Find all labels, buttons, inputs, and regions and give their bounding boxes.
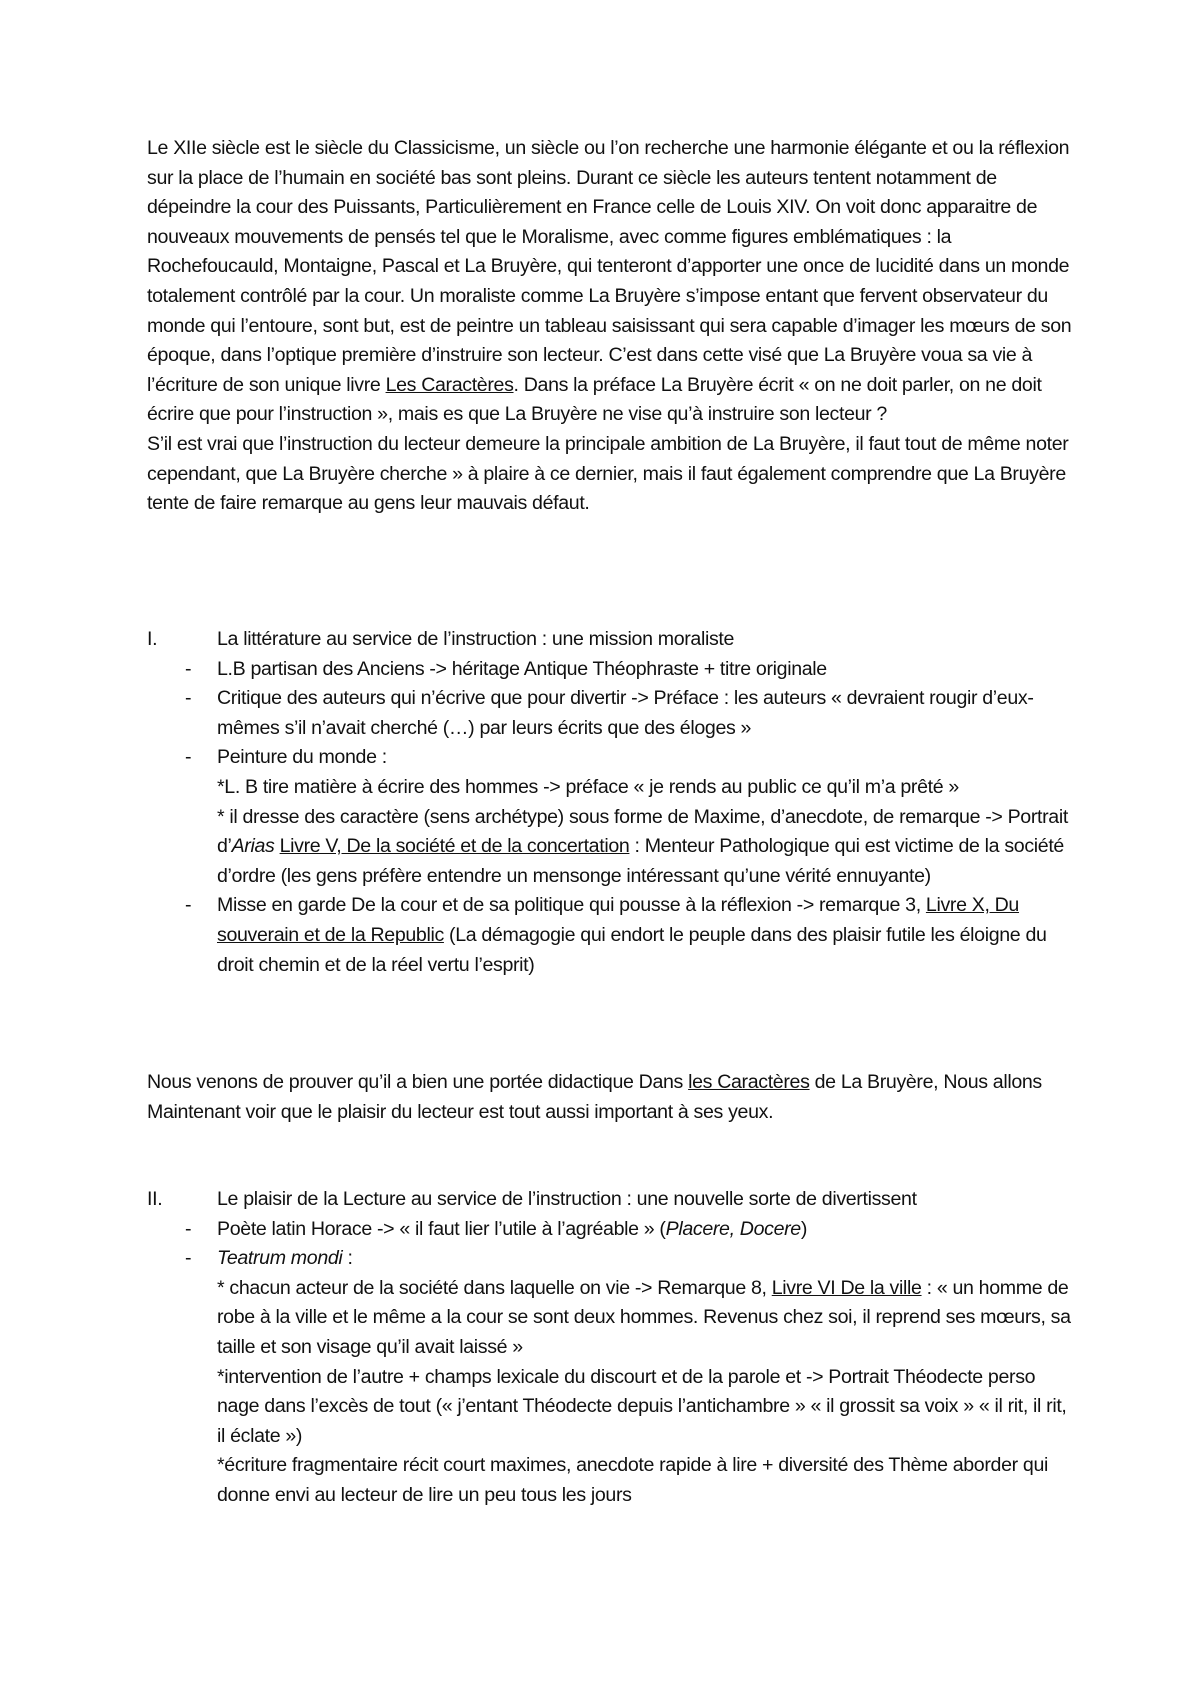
transition-text-b: de La Bruyère, Nous allons Maintenant voir que le plaisir du lecteur est tout aussi important à ses yeux. bbox=[147, 1071, 1042, 1123]
book-reference-underlined: Livre V, De la société et de la concertation bbox=[279, 835, 630, 858]
section-number: II. bbox=[147, 1188, 163, 1210]
intro-text-a: Le XIIe siècle est le siècle du Classicisme, un siècle ou l’on recherche une harmonie élégante et ou la réflexion sur la place de l’humain en société bas sont pleins. Durant ce siècle les auteurs tentent notamment de dépeindre la cour des Puissants, Particulièrement en France celle de Louis XIV. On voit donc apparaitre de nouveaux mouvements de pensés tel que le Moralisme, avec comme figures emblématiques : la Rochefoucauld, Montaigne, Pascal et La Bruyère, qui tenteront d’apporter une once de lucidité dans un monde totalement contrôlé par la cour. Un moraliste comme La Bruyère s’impose entant que fervent observateur du monde qui l’entoure, sont but, est de peintre un tableau saisissant qui sera capable d’imager les mœurs de son époque, dans l’optique première d’instruire son lecteur. C’est dans cette visé que La Bruyère voua sa vie à l’écriture de son unique livre bbox=[147, 137, 1072, 396]
list-item bbox=[147, 891, 1077, 980]
sub-item: *L. B tire matière à écrire des hommes -> préface « je rends au public ce qu’il m’a prêté » bbox=[217, 775, 959, 798]
sub-item-text: : « un homme de robe à la ville et le même a la cour se sont deux hommes. Revenus chez soi, il reprend ses mœurs, sa taille et son visage qu’il avait laissé » bbox=[217, 1276, 1071, 1358]
transition-paragraph bbox=[147, 1068, 1077, 1127]
transition-text bbox=[147, 1068, 1077, 1127]
sub-item: *écriture fragmentaire récit court maximes, anecdote rapide à lire + diversité des Thème aborder qui donne envi au lecteur de lire un peu tous les jours bbox=[217, 1454, 1048, 1506]
list-item-text: (La démagogie qui endort le peuple dans des plaisir futile les éloigne du droit chemin et de la réel vertu l’esprit) bbox=[217, 923, 1047, 976]
section-two bbox=[147, 1185, 1077, 1511]
sub-item-text: * il dresse des caractère (sens archétype) sous forme de Maxime, d’anecdote, de remarque -> Portrait d’ bbox=[217, 805, 1068, 858]
sub-item-text: : Menteur Pathologique qui est victime de la société d’ordre (les gens préfère entendre un mensonge intéressant qu’une vérité ennuyante) bbox=[217, 835, 1064, 887]
italic-latin: Teatrum mondi bbox=[217, 1247, 343, 1270]
dash-bullet: - bbox=[185, 657, 192, 680]
list-item bbox=[147, 1244, 1077, 1274]
list-item bbox=[147, 655, 1077, 685]
transition-text-a: Nous venons de prouver qu’il a bien une portée didactique Dans bbox=[147, 1071, 689, 1093]
book-title-underlined: les Caractères bbox=[688, 1071, 810, 1093]
intro-text-b: . Dans la préface La Bruyère écrit « on ne doit parler, on ne doit écrire que pour l’instruction », mais es que La Bruyère ne vise qu’à instruire son lecteur ? bbox=[147, 373, 1042, 426]
sub-item-text: * chacun acteur de la société dans laquelle on vie -> Remarque 8, bbox=[217, 1276, 772, 1299]
list-item bbox=[147, 684, 1077, 743]
book-title-underlined: Les Caractères bbox=[385, 373, 514, 396]
problematic-paragraph: S’il est vrai que l’instruction du lecteur demeure la principale ambition de La Bruyère, il faut tout de même noter cependant, que La Bruyère cherche » à plaire à ce dernier, mais il faut également comprendre que La Bruyère tente de faire remarque au gens leur mauvais défaut. bbox=[147, 432, 1069, 515]
book-reference-underlined: Livre X, Du souverain et de la Republic bbox=[217, 894, 1019, 946]
introduction bbox=[147, 134, 1077, 519]
list-item-text: Misse en garde De la cour et de sa politique qui pousse à la réflexion -> remarque 3, bbox=[217, 894, 926, 917]
section-one bbox=[147, 625, 1077, 980]
section-number: I. bbox=[147, 628, 158, 650]
sub-item bbox=[147, 803, 1077, 892]
list-item-text: Peinture du monde : bbox=[217, 746, 387, 769]
sub-item: *intervention de l’autre + champs lexicale du discourt et de la parole et -> Portrait Théodecte perso nage dans l’excès de tout (« j’entant Théodecte depuis l’antichambre » « il grossit sa voix » « il rit, il rit, il éclate ») bbox=[217, 1365, 1067, 1447]
dash-bullet: - bbox=[185, 1247, 192, 1270]
italic-latin: Placere, Docere bbox=[665, 1217, 801, 1240]
italic-name: Arias bbox=[231, 835, 275, 858]
list-item-text: L.B partisan des Anciens -> héritage Antique Théophraste + titre originale bbox=[217, 657, 827, 680]
book-reference-underlined: Livre VI De la ville bbox=[771, 1276, 922, 1299]
list-item-text: ) bbox=[800, 1217, 808, 1240]
intro-paragraph bbox=[147, 134, 1077, 430]
list-item bbox=[147, 743, 1077, 773]
sub-item bbox=[147, 1274, 1077, 1363]
list-item-text: Poète latin Horace -> « il faut lier l’utile à l’agréable » ( bbox=[217, 1217, 666, 1240]
section-one-heading bbox=[147, 625, 1077, 655]
section-two-heading bbox=[147, 1185, 1077, 1215]
section-title: Le plaisir de la Lecture au service de l’instruction : une nouvelle sorte de divertissent bbox=[217, 1188, 917, 1210]
dash-bullet: - bbox=[185, 746, 192, 769]
dash-bullet: - bbox=[185, 687, 192, 710]
section-title: La littérature au service de l’instruction : une mission moraliste bbox=[217, 628, 735, 650]
list-item-text: : bbox=[342, 1247, 353, 1270]
list-item bbox=[147, 1215, 1077, 1245]
dash-bullet: - bbox=[185, 894, 192, 917]
dash-bullet: - bbox=[185, 1217, 192, 1240]
list-item-text: Critique des auteurs qui n’écrive que pour divertir -> Préface : les auteurs « devraient rougir d’eux-mêmes s’il n’avait cherché (…) par leurs écrits que des éloges » bbox=[217, 687, 1034, 739]
